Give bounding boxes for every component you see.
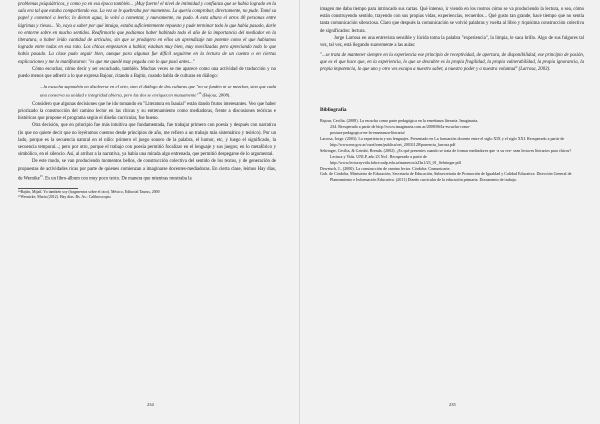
paragraph: Otra decisión, que en principio fue más intuitiva que fundamentada, fue trabajar primero con poesía y después con narrativa (lo que no quiere decir que no leyéramos cuentos desde principios de año, me refiero a un trabajo más sistemático y teórico). Por un lado, porque es la secuencia natural en el niño: primero el juego sonoro de la palabra, el humor, etc, y luego el significado, la secuencia temporal...; pero por otro, porque el trabajo con poesía permitió focalizar en el lenguaje y sus juegos; en lo metafórico y simbólico, en el silencio. Así, al arribar a la narrativa, ya había una mirada algo entrenada, que permitió despegarse de lo argumental. xyxy=(18,123,276,158)
bib-entry-cont: http://www.me.gov.ar/curriform/publica/oei_20031128/ponencia_larrosa.pdf xyxy=(330,141,456,147)
bibliography-list xyxy=(320,118,584,183)
paragraph: Considero que algunas decisiones que he ido tomando en "Literatura en Isauial" están dando frutos interesantes. Veo que haber priorizado la construcción del camino lector en las chicas y su entrenamiento como mediadoras, frente a discusiones teóricas e históricas que propone el programa según el diseño curricular, fue bueno. xyxy=(18,101,276,122)
bib-entry: Sehringer, Cecilia, & Grirnhi, Brenda. (2002). ¿Es qué presentes cuando se trata de formar mediadores que -a su vez- sean lectores literarios para chicos? Lectura y Vida. UNLP, año 23 No1. Recuperado a partir de xyxy=(320,147,572,159)
bib-entry: Dewetsch, L. (2000). La construcción de camino lector. Córdoba: Comunicarte. xyxy=(320,165,451,171)
paragraph: Jorge Larrosa en una entrevista sensible y lúcida toma la palabra "experiencia", la limpia, le saca brillo. Algo de sus fulgores tal vez, tal vez, está llegando suavemente a las aulas: xyxy=(320,35,584,49)
page-number: 235 xyxy=(449,402,456,407)
footnote-divider xyxy=(18,188,78,189)
paragraph: imagen me daba tiempo para intrincado sus cartas. Qué intenso, ir viendo en los rostros cómo se va produciendo la lectura, o sea, cómo están construyendo sentido, trayendo con sus propias vidas, experiencias, recuerdos... Qué gusto tan grande, hace tiempo que no sentía tanta comunicación silenciosa. Claro que después la comunicación se volvió palabras y vuelta al libro y riquísima construcción colectiva de significados: lectura. xyxy=(320,7,584,34)
bib-entry-cont: postura-pedagogica-en-la-ensenanza-literaria/ xyxy=(330,130,406,136)
bibliography-heading: Bibliografía xyxy=(320,107,347,114)
bib-entry-cont: 234. Recuperado a partir de http://www.imaginaria.com.ar/2008/06/la-escucha-como- xyxy=(330,124,471,130)
right-page xyxy=(300,0,600,424)
bib-entry-cont: http://www.lecturayvida.fahce.unlp.edu.ar/numeros/a23n1/23_01_Sehringer.pdf xyxy=(330,159,461,165)
paragraph: De este modo, se van produciendo momentos bellos, de construcción colectiva del sentido de los textos, y de generación de propuestas de actividades ricas por parte de quienes comienzan a imaginarse docentes-mediadoras. En cierta clase, leímos Hay días, de Wernike$^{15}$. Es un libro-álbum con muy poco texto. De manera que mientras mostraba la xyxy=(18,159,276,182)
block-quote: ...la escucha supondría no disolverse en el otro, sino el diálogo de dos culturas que "no se funden ni se mezclan, sino que cada una conserva su unidad e integridad abierta, pero las dos se enriquecen mutuamente"$^{14}$ (Bajour, 2008). xyxy=(40,83,276,98)
larrosa-quote: "...se trata de mantener siempre en la experiencia ese principio de receptividad, de apertura, de disponibilidad, ese principio de pasión, que es el que hace que, en la experiencia, lo que se descubre es la propia fragilidad, la propia vulnerabilidad, la propia ignorancia, la propia impotencia, lo que uno y otro ves escapa a nuestro saber, a nuestro poder y a nuestra voluntad" (Larrosa, 2003). xyxy=(320,52,584,73)
bib-entry: Larrosa, Jorge. (2003). La experiencia y sus lenguajes. Presentado en La formación docente entre el siglo XIX y el siglo XXI. Recuperado a partir de xyxy=(320,136,565,142)
opening-quote-text: problemas psiquiátricos, y como yo en esa época también... ¡Muy fuerte! el nivel de intimidad y confianza que se había logrado en la sala era tal que estaba compartiendo eso. La vez se le quebraba por momentos. La quería comprobar, directamente, no pude. Tomé su papel y comencé a leerlo; lo dieron agua, lo volví a comentar, y nuevamente, no pudo. A esta altura el otros 40 personas entre lágrimas y riesos... Yo, vaya a saber por qué intuigo, estaba suficientemente repuesto y pude terminar todo lo que había pasado, darle vo entorne sobre en mucho sentidos. Reafirmarlo que podíamos haber habitado todo el año de la importancia del mediador en la literatura, o haber leído cantidad de artículos, sin que se produjera en ellos un aprendizaje tan potente como el que habíamos logrado entre todas en esa rato. Los chicas empezaron a hablar, estaban muy bien, muy movilizadas pero apreciando todo lo que había pasado. La clase pudo seguir bien, aunque para algunas fue difícil seguirme en la lectura de un cuento o en ciertas explicaciones y me lo manifestaron: "es que me quedé muy pegada con lo que pasó antes..." xyxy=(18,2,276,65)
footnotes xyxy=(18,190,276,201)
bib-entry: Bajour, Cecilia. (2008). La escucha como parte pedagógica en la enseñanza literaria. Imaginaria, xyxy=(320,118,479,124)
bib-entry: Gob. de Córdoba, Ministerio de Educación, Secretaría de Educación, Subsecretaría de Promoción de Igualdad y Calidad Educativa. Dirección General de Planeamiento e Información Educativa. (2011) Diseño curricular de la educación primaria. Documento de trabajo. xyxy=(320,171,572,183)
footnote: ¹⁴Bajtín, Mijail. Yo también soy (fragmentos sobre el otro). México, Editorial Taurus, 2000 xyxy=(18,189,160,194)
footnote-mark: 14 xyxy=(198,90,202,95)
page-number: 234 xyxy=(147,402,154,407)
footnote-mark: 15 xyxy=(39,173,43,178)
footnote: ¹⁵Wernicke, María (2012). Hay días. Bs. As.: Calibroscopio. xyxy=(18,195,112,200)
paragraph: Cómo escuchar, cómo decir y ser escuchado, también. Muchas veces se me aparece como una actividad de traducción y no puedo menos que adherir a lo que expresa Bajour, citando a Bajtín, cuando habla de culturas en diálogo: xyxy=(18,66,276,80)
